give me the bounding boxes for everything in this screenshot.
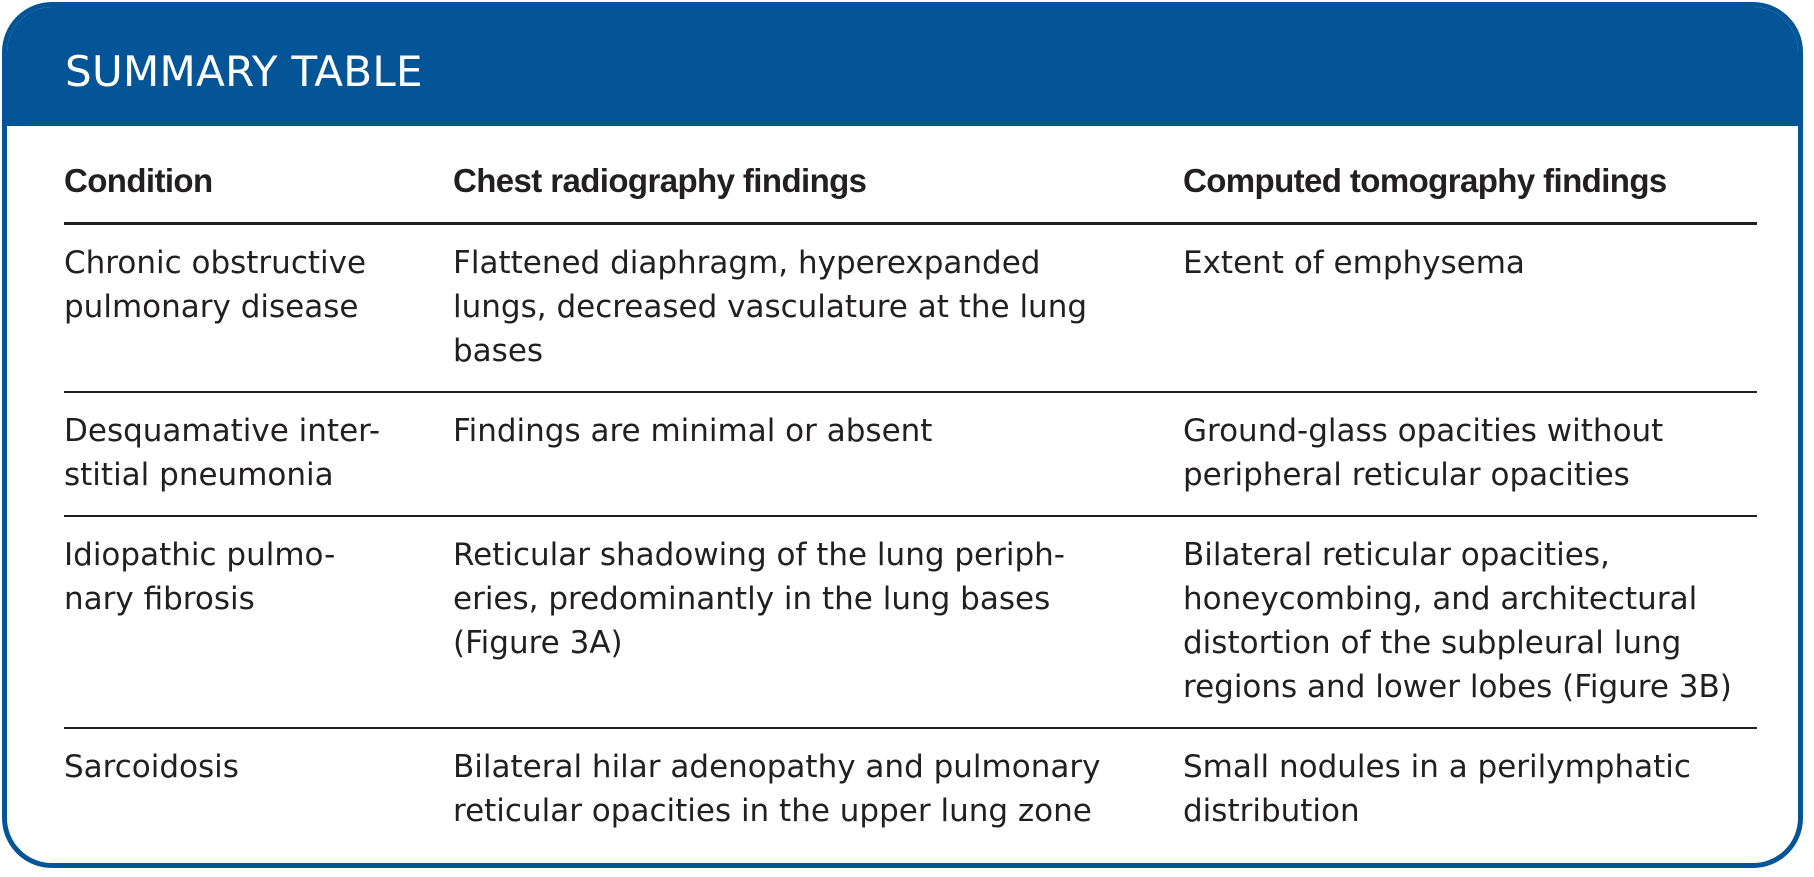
- column-header-computed-tomography: Computed tomography findings: [1183, 131, 1757, 224]
- chest-radiography-cell: [453, 516, 1183, 728]
- cell-line: Small nodules in a perilymphatic: [1183, 749, 1691, 785]
- cell-line: peripheral reticular opacities: [1183, 457, 1630, 493]
- cell-line: Reticular shadowing of the lung periph-: [453, 537, 1065, 573]
- cell-line: nary fibrosis: [64, 581, 255, 617]
- summary-card: [2, 2, 1803, 868]
- computed-tomography-cell: [1183, 516, 1757, 728]
- table-row: [64, 224, 1757, 393]
- cell-line: stitial pneumonia: [64, 457, 334, 493]
- cell-line: Sarcoidosis: [64, 749, 239, 785]
- chest-radiography-cell: [453, 224, 1183, 393]
- cell-line: Findings are minimal or absent: [453, 413, 933, 449]
- summary-table-wrapper: [64, 131, 1757, 851]
- cell-line: Flattened diaphragm, hyperexpanded: [453, 245, 1041, 281]
- computed-tomography-cell: [1183, 392, 1757, 516]
- cell-line: honeycombing, and architectural: [1183, 581, 1698, 617]
- chest-radiography-cell: [453, 392, 1183, 516]
- table-row: [64, 728, 1757, 851]
- card-title: SUMMARY TABLE: [65, 47, 423, 96]
- column-header-condition: Condition: [64, 131, 453, 224]
- cell-line: bases: [453, 333, 544, 369]
- cell-line: eries, predominantly in the lung bases: [453, 581, 1051, 617]
- cell-line: Desquamative inter-: [64, 413, 381, 449]
- column-header-chest-radiography: Chest radiography findings: [453, 131, 1183, 224]
- card-header: [7, 7, 1798, 126]
- cell-line: Extent of emphysema: [1183, 245, 1525, 281]
- cell-line: Idiopathic pulmo-: [64, 537, 336, 573]
- computed-tomography-cell: [1183, 224, 1757, 393]
- cell-line: reticular opacities in the upper lung zone: [453, 793, 1092, 829]
- computed-tomography-cell: [1183, 728, 1757, 851]
- cell-line: Ground-glass opacities without: [1183, 413, 1664, 449]
- cell-line: Bilateral reticular opacities,: [1183, 537, 1610, 573]
- cell-line: distribution: [1183, 793, 1360, 829]
- chest-radiography-cell: [453, 728, 1183, 851]
- summary-table: [64, 131, 1757, 851]
- cell-line: Bilateral hilar adenopathy and pulmonary: [453, 749, 1101, 785]
- cell-line: pulmonary disease: [64, 289, 359, 325]
- cell-line: lungs, decreased vasculature at the lung: [453, 289, 1088, 325]
- cell-line: (Figure 3A): [453, 625, 623, 661]
- condition-cell: [64, 392, 453, 516]
- cell-line: Chronic obstructive: [64, 245, 367, 281]
- table-row: [64, 392, 1757, 516]
- condition-cell: [64, 516, 453, 728]
- condition-cell: [64, 224, 453, 393]
- condition-cell: [64, 728, 453, 851]
- cell-line: distortion of the subpleural lung: [1183, 625, 1682, 661]
- table-header-row: [64, 131, 1757, 224]
- cell-line: regions and lower lobes (Figure 3B): [1183, 669, 1732, 705]
- table-row: [64, 516, 1757, 728]
